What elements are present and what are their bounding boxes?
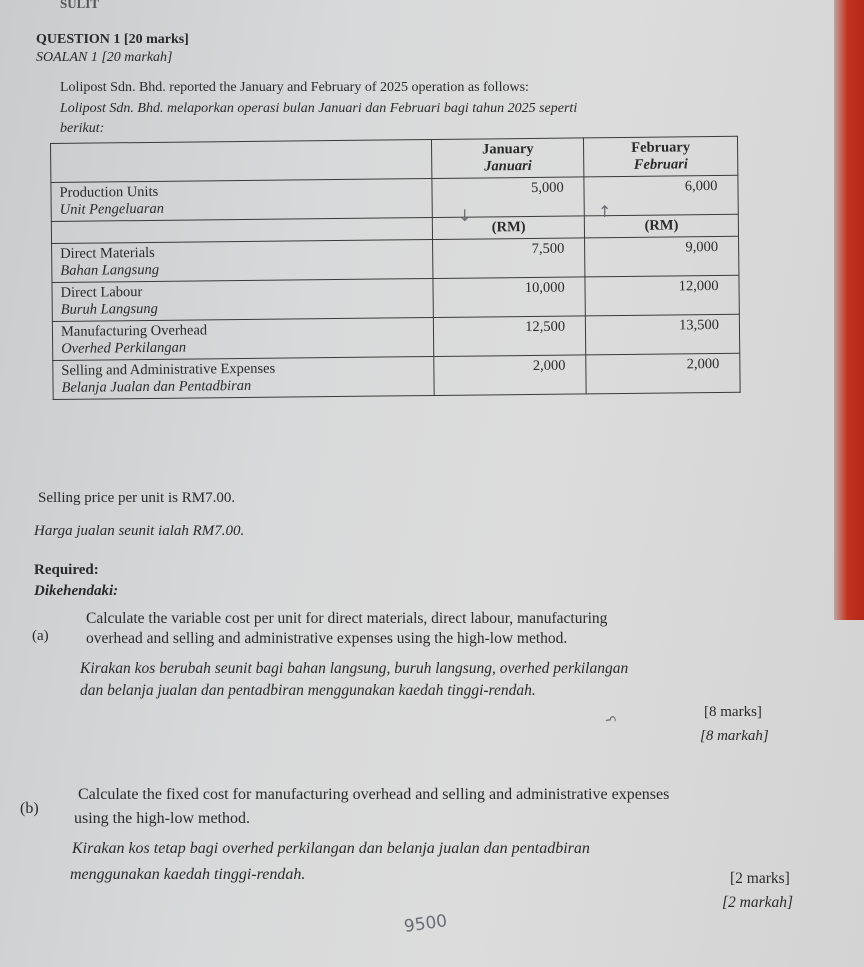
part-b-marks-my: [2 markah] xyxy=(722,894,794,911)
row-label: Direct Labour Buruh Langsung xyxy=(52,278,434,321)
row-label: Selling and Administrative Expenses Belanja Jualan dan Pentadbiran xyxy=(53,356,435,399)
part-a-my-line2: dan belanja jualan dan pentadbiran menggunakan kaedah tinggi-rendah. xyxy=(80,682,536,699)
row-label: Production Units Unit Pengeluaran xyxy=(51,178,433,221)
header-january: January Januari xyxy=(432,138,584,179)
part-b-my-line1: Kirakan kos tetap bagi overhed perkilangan dan belanja jualan dan pentadbiran xyxy=(72,840,590,857)
cell-february: 12,000 xyxy=(585,275,739,316)
part-a-marks-my: [8 markah] xyxy=(700,728,769,744)
unit-header-january: (RM) xyxy=(433,216,585,240)
part-a-label: (a) xyxy=(32,628,49,644)
intro-my-line2: berikut: xyxy=(60,121,105,136)
pencil-down-arrow-icon: ↓ xyxy=(458,206,472,225)
part-b-marks-en: [2 marks] xyxy=(730,870,790,887)
cell-january: 5,000 xyxy=(432,177,584,218)
part-a-marks-en: [8 marks] xyxy=(704,704,762,720)
unit-header-february: (RM) xyxy=(584,214,738,238)
cell-february: 2,000 xyxy=(586,353,740,394)
cost-table xyxy=(50,136,741,400)
red-background-edge xyxy=(834,0,864,620)
required-heading-my: Dikehendaki: xyxy=(34,583,119,599)
part-b-my-line2: menggunakan kaedah tinggi-rendah. xyxy=(70,866,306,883)
question-title-en: QUESTION 1 [20 marks] xyxy=(36,32,189,47)
part-b-label: (b) xyxy=(20,800,39,817)
part-b-en-line1: Calculate the fixed cost for manufacturing overhead and selling and administrative expenses xyxy=(78,786,670,803)
intro-my-line1: Lolipost Sdn. Bhd. melaporkan operasi bulan Januari dan Februari bagi tahun 2025 seperti xyxy=(60,101,578,116)
pencil-note: 9500 xyxy=(402,911,449,937)
header-label: SULIT xyxy=(60,0,100,11)
cell-january: 2,000 xyxy=(434,355,586,396)
table-row xyxy=(53,353,740,399)
question-title-my: SOALAN 1 [20 markah] xyxy=(36,50,173,65)
part-a-my-line1: Kirakan kos berubah seunit bagi bahan langsung, buruh langsung, overhed perkilangan xyxy=(80,660,629,677)
pencil-scribble-icon: ʕ xyxy=(601,714,618,725)
cell-february: 6,000 xyxy=(584,175,738,216)
intro-en: Lolipost Sdn. Bhd. reported the January and February of 2025 operation as follows: xyxy=(60,80,529,95)
cell-february: 13,500 xyxy=(585,314,739,355)
header-february: February Februari xyxy=(584,136,738,177)
part-a-en-line2: overhead and selling and administrative expenses using the high-low method. xyxy=(86,630,568,647)
part-a-en-line1: Calculate the variable cost per unit for direct materials, direct labour, manufacturing xyxy=(86,610,608,627)
cell-february: 9,000 xyxy=(585,236,739,277)
selling-price-en: Selling price per unit is RM7.00. xyxy=(38,490,236,506)
row-label: Direct Materials Bahan Langsung xyxy=(52,239,434,282)
part-b-en-line2: using the high-low method. xyxy=(74,810,250,827)
selling-price-my: Harga jualan seunit ialah RM7.00. xyxy=(34,523,245,539)
required-heading-en: Required: xyxy=(34,562,99,578)
cell-january: 10,000 xyxy=(433,277,585,318)
pencil-up-arrow-icon: ↑ xyxy=(598,202,612,221)
cell-january: 7,500 xyxy=(433,238,585,279)
row-label: Manufacturing Overhead Overhed Perkilangan xyxy=(52,317,434,360)
cell-january: 12,500 xyxy=(434,316,586,357)
